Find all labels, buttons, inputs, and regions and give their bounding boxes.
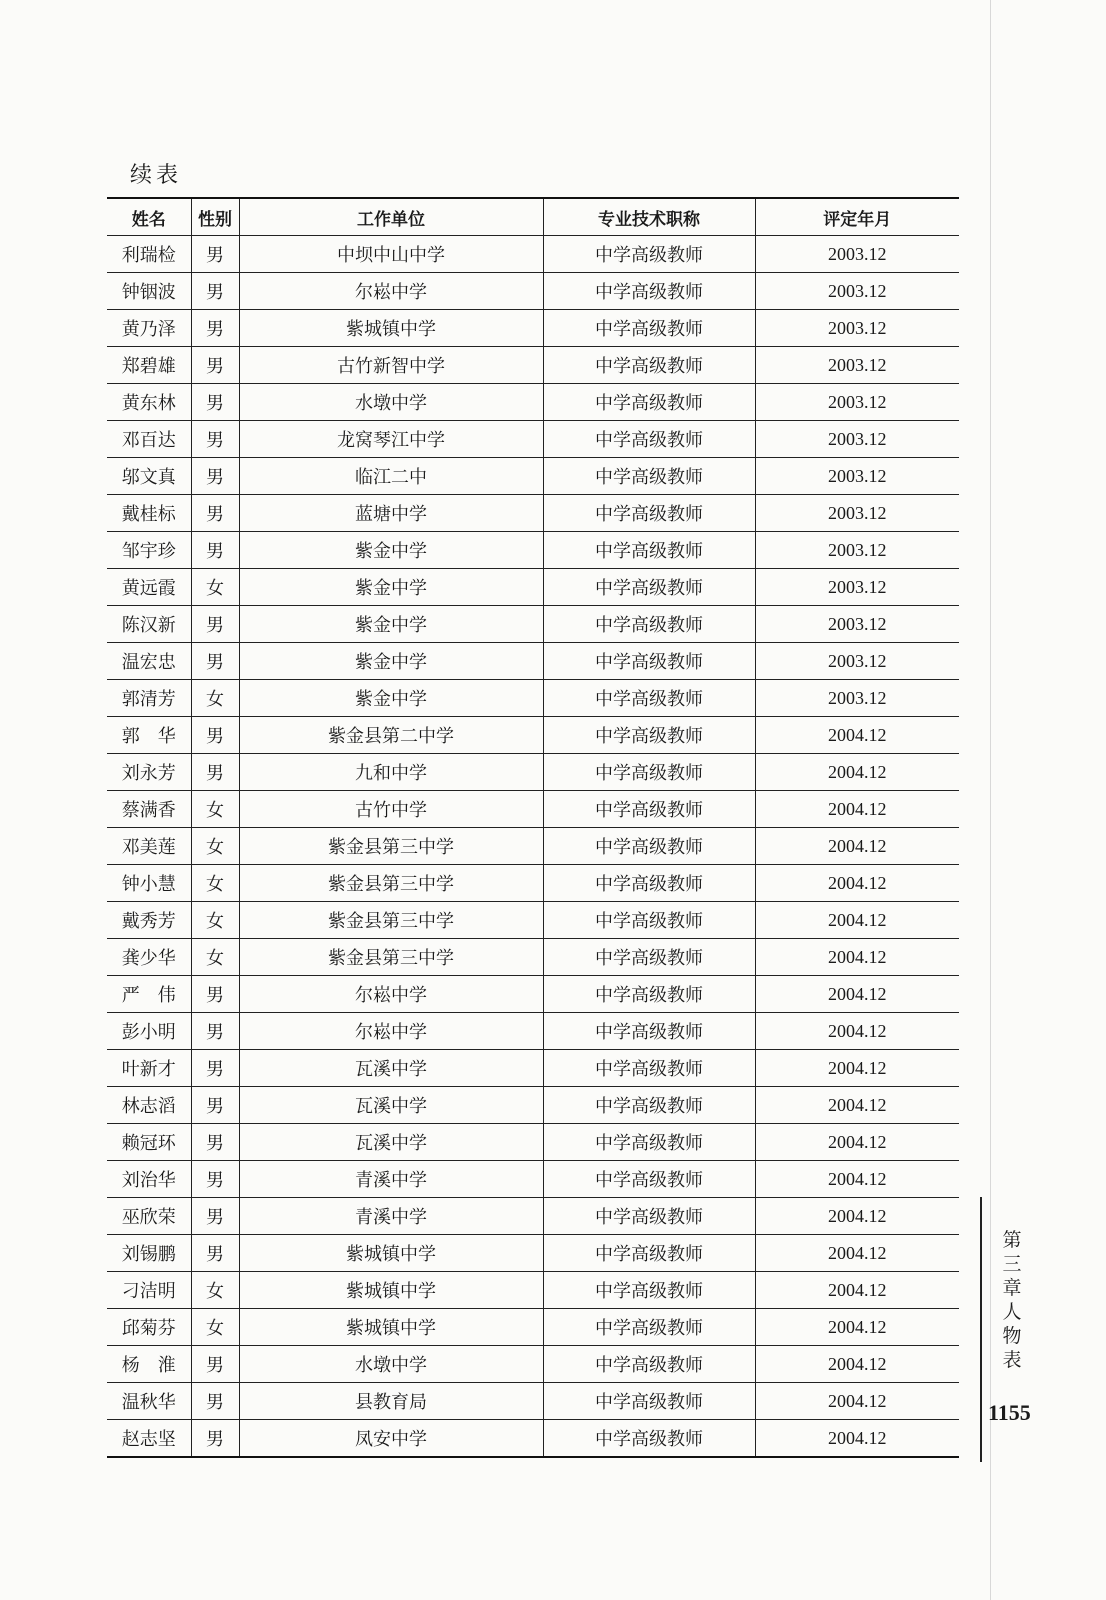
cell-gender: 男 (191, 1198, 239, 1235)
cell-workplace: 瓦溪中学 (239, 1124, 543, 1161)
cell-title: 中学高级教师 (543, 680, 755, 717)
cell-title: 中学高级教师 (543, 421, 755, 458)
table-row (107, 680, 959, 717)
cell-gender: 男 (191, 347, 239, 384)
binding-gutter-line (990, 0, 991, 1600)
cell-date: 2004.12 (755, 1235, 959, 1272)
cell-gender: 男 (191, 273, 239, 310)
cell-title: 中学高级教师 (543, 606, 755, 643)
cell-workplace: 紫金县第二中学 (239, 717, 543, 754)
cell-date: 2003.12 (755, 532, 959, 569)
cell-title: 中学高级教师 (543, 865, 755, 902)
cell-gender: 男 (191, 976, 239, 1013)
table-row (107, 643, 959, 680)
cell-name: 蔡满香 (107, 791, 191, 828)
cell-title: 中学高级教师 (543, 384, 755, 421)
cell-name: 邓百达 (107, 421, 191, 458)
chapter-side-title: 第三章 人物表 (1002, 1229, 1041, 1371)
cell-gender: 男 (191, 1346, 239, 1383)
cell-date: 2004.12 (755, 865, 959, 902)
cell-title: 中学高级教师 (543, 1124, 755, 1161)
cell-workplace: 紫城镇中学 (239, 310, 543, 347)
cell-workplace: 紫金中学 (239, 643, 543, 680)
cell-name: 邬文真 (107, 458, 191, 495)
cell-name: 巫欣荣 (107, 1198, 191, 1235)
table-caption: 续表 (130, 163, 183, 188)
cell-name: 黄乃泽 (107, 310, 191, 347)
cell-gender: 男 (191, 606, 239, 643)
cell-date: 2004.12 (755, 1383, 959, 1420)
cell-date: 2003.12 (755, 569, 959, 606)
cell-workplace: 紫金中学 (239, 532, 543, 569)
cell-name: 邱菊芬 (107, 1309, 191, 1346)
cell-title: 中学高级教师 (543, 1309, 755, 1346)
cell-title: 中学高级教师 (543, 1346, 755, 1383)
cell-workplace: 水墩中学 (239, 384, 543, 421)
cell-name: 陈汉新 (107, 606, 191, 643)
cell-workplace: 紫城镇中学 (239, 1309, 543, 1346)
table-row (107, 865, 959, 902)
cell-title: 中学高级教师 (543, 1087, 755, 1124)
cell-workplace: 青溪中学 (239, 1198, 543, 1235)
cell-title: 中学高级教师 (543, 828, 755, 865)
cell-title: 中学高级教师 (543, 976, 755, 1013)
cell-workplace: 古竹中学 (239, 791, 543, 828)
cell-workplace: 龙窝琴江中学 (239, 421, 543, 458)
cell-title: 中学高级教师 (543, 1383, 755, 1420)
table-body (107, 236, 959, 1458)
table-row (107, 1383, 959, 1420)
cell-gender: 女 (191, 680, 239, 717)
cell-name: 刘治华 (107, 1161, 191, 1198)
cell-title: 中学高级教师 (543, 1272, 755, 1309)
cell-gender: 男 (191, 1050, 239, 1087)
table-row (107, 384, 959, 421)
cell-workplace: 蓝塘中学 (239, 495, 543, 532)
cell-name: 彭小明 (107, 1013, 191, 1050)
cell-gender: 女 (191, 865, 239, 902)
cell-title: 中学高级教师 (543, 939, 755, 976)
table-row (107, 421, 959, 458)
column-header-name: 姓名 (107, 198, 191, 236)
cell-workplace: 中坝中山中学 (239, 236, 543, 273)
cell-name: 利瑞检 (107, 236, 191, 273)
cell-name: 钟小慧 (107, 865, 191, 902)
cell-workplace: 尔崧中学 (239, 273, 543, 310)
cell-date: 2004.12 (755, 939, 959, 976)
cell-name: 戴秀芳 (107, 902, 191, 939)
table-row (107, 606, 959, 643)
cell-gender: 男 (191, 384, 239, 421)
cell-name: 林志滔 (107, 1087, 191, 1124)
table-row (107, 791, 959, 828)
table-row (107, 717, 959, 754)
cell-name: 邓美莲 (107, 828, 191, 865)
cell-date: 2004.12 (755, 828, 959, 865)
cell-title: 中学高级教师 (543, 643, 755, 680)
table-row (107, 1161, 959, 1198)
cell-gender: 男 (191, 1383, 239, 1420)
cell-gender: 男 (191, 643, 239, 680)
cell-date: 2003.12 (755, 643, 959, 680)
cell-date: 2003.12 (755, 606, 959, 643)
table-row (107, 1346, 959, 1383)
cell-date: 2004.12 (755, 791, 959, 828)
cell-name: 郭清芳 (107, 680, 191, 717)
column-header-workplace: 工作单位 (239, 198, 543, 236)
column-header-date: 评定年月 (755, 198, 959, 236)
cell-date: 2003.12 (755, 458, 959, 495)
cell-title: 中学高级教师 (543, 717, 755, 754)
cell-date: 2003.12 (755, 310, 959, 347)
cell-date: 2004.12 (755, 1013, 959, 1050)
cell-name: 黄远霞 (107, 569, 191, 606)
cell-gender: 女 (191, 828, 239, 865)
cell-name: 黄东林 (107, 384, 191, 421)
cell-name: 叶新才 (107, 1050, 191, 1087)
cell-title: 中学高级教师 (543, 347, 755, 384)
cell-gender: 男 (191, 495, 239, 532)
cell-name: 钟铟波 (107, 273, 191, 310)
table-row (107, 1272, 959, 1309)
cell-date: 2003.12 (755, 495, 959, 532)
cell-name: 温宏忠 (107, 643, 191, 680)
cell-gender: 女 (191, 791, 239, 828)
cell-title: 中学高级教师 (543, 1161, 755, 1198)
table-row (107, 1087, 959, 1124)
cell-name: 温秋华 (107, 1383, 191, 1420)
cell-gender: 女 (191, 1272, 239, 1309)
cell-date: 2004.12 (755, 902, 959, 939)
teacher-title-table (107, 197, 959, 1458)
table-row (107, 1235, 959, 1272)
cell-date: 2004.12 (755, 1346, 959, 1383)
cell-date: 2004.12 (755, 717, 959, 754)
cell-title: 中学高级教师 (543, 236, 755, 273)
cell-workplace: 紫金县第三中学 (239, 828, 543, 865)
cell-gender: 女 (191, 569, 239, 606)
cell-title: 中学高级教师 (543, 902, 755, 939)
cell-date: 2004.12 (755, 1124, 959, 1161)
cell-name: 杨 淮 (107, 1346, 191, 1383)
column-header-gender: 性别 (191, 198, 239, 236)
cell-gender: 男 (191, 236, 239, 273)
cell-workplace: 九和中学 (239, 754, 543, 791)
cell-title: 中学高级教师 (543, 458, 755, 495)
cell-date: 2004.12 (755, 976, 959, 1013)
cell-gender: 女 (191, 939, 239, 976)
cell-title: 中学高级教师 (543, 532, 755, 569)
cell-date: 2004.12 (755, 754, 959, 791)
table-header-row (107, 198, 959, 236)
cell-title: 中学高级教师 (543, 495, 755, 532)
cell-date: 2004.12 (755, 1272, 959, 1309)
cell-date: 2004.12 (755, 1198, 959, 1235)
table-row (107, 458, 959, 495)
cell-date: 2004.12 (755, 1050, 959, 1087)
table-row (107, 828, 959, 865)
table-row (107, 754, 959, 791)
cell-date: 2004.12 (755, 1420, 959, 1458)
table-row (107, 1309, 959, 1346)
table-row (107, 1420, 959, 1458)
cell-gender: 男 (191, 310, 239, 347)
table-row (107, 1050, 959, 1087)
chapter-side-rule (980, 1197, 982, 1462)
cell-title: 中学高级教师 (543, 1235, 755, 1272)
table-row (107, 495, 959, 532)
cell-workplace: 瓦溪中学 (239, 1050, 543, 1087)
cell-workplace: 古竹新智中学 (239, 347, 543, 384)
table-row (107, 902, 959, 939)
cell-name: 刘永芳 (107, 754, 191, 791)
cell-gender: 女 (191, 1309, 239, 1346)
cell-name: 严 伟 (107, 976, 191, 1013)
cell-date: 2003.12 (755, 680, 959, 717)
cell-name: 赖冠环 (107, 1124, 191, 1161)
cell-name: 邹宇珍 (107, 532, 191, 569)
cell-title: 中学高级教师 (543, 754, 755, 791)
cell-gender: 男 (191, 421, 239, 458)
cell-workplace: 紫金县第三中学 (239, 902, 543, 939)
cell-workplace: 青溪中学 (239, 1161, 543, 1198)
cell-date: 2004.12 (755, 1087, 959, 1124)
cell-workplace: 尔崧中学 (239, 1013, 543, 1050)
cell-gender: 男 (191, 717, 239, 754)
cell-gender: 男 (191, 1161, 239, 1198)
table-row (107, 236, 959, 273)
cell-workplace: 紫金中学 (239, 606, 543, 643)
cell-gender: 男 (191, 754, 239, 791)
cell-workplace: 凤安中学 (239, 1420, 543, 1458)
cell-name: 郭 华 (107, 717, 191, 754)
cell-date: 2003.12 (755, 236, 959, 273)
cell-gender: 男 (191, 1087, 239, 1124)
cell-gender: 男 (191, 1124, 239, 1161)
table-row (107, 310, 959, 347)
page-number: 1155 (988, 1400, 1031, 1425)
table-row (107, 1124, 959, 1161)
cell-gender: 男 (191, 458, 239, 495)
cell-workplace: 县教育局 (239, 1383, 543, 1420)
cell-workplace: 紫城镇中学 (239, 1272, 543, 1309)
table-row (107, 569, 959, 606)
cell-date: 2003.12 (755, 347, 959, 384)
cell-workplace: 临江二中 (239, 458, 543, 495)
cell-name: 刘锡鹏 (107, 1235, 191, 1272)
cell-name: 龚少华 (107, 939, 191, 976)
cell-date: 2004.12 (755, 1161, 959, 1198)
cell-gender: 男 (191, 532, 239, 569)
cell-gender: 男 (191, 1235, 239, 1272)
cell-date: 2004.12 (755, 1309, 959, 1346)
cell-name: 赵志坚 (107, 1420, 191, 1458)
cell-workplace: 紫金县第三中学 (239, 865, 543, 902)
cell-title: 中学高级教师 (543, 273, 755, 310)
cell-title: 中学高级教师 (543, 791, 755, 828)
table-row (107, 1198, 959, 1235)
table-row (107, 273, 959, 310)
cell-gender: 女 (191, 902, 239, 939)
cell-workplace: 紫金中学 (239, 569, 543, 606)
cell-gender: 男 (191, 1013, 239, 1050)
cell-title: 中学高级教师 (543, 310, 755, 347)
column-header-title: 专业技术职称 (543, 198, 755, 236)
table-row (107, 347, 959, 384)
cell-title: 中学高级教师 (543, 1198, 755, 1235)
cell-date: 2003.12 (755, 421, 959, 458)
cell-date: 2003.12 (755, 273, 959, 310)
table-row (107, 939, 959, 976)
cell-title: 中学高级教师 (543, 1420, 755, 1458)
cell-workplace: 紫金县第三中学 (239, 939, 543, 976)
table-row (107, 976, 959, 1013)
cell-title: 中学高级教师 (543, 1050, 755, 1087)
cell-title: 中学高级教师 (543, 1013, 755, 1050)
table-row (107, 1013, 959, 1050)
cell-workplace: 紫金中学 (239, 680, 543, 717)
cell-workplace: 水墩中学 (239, 1346, 543, 1383)
cell-workplace: 紫城镇中学 (239, 1235, 543, 1272)
cell-workplace: 尔崧中学 (239, 976, 543, 1013)
table-row (107, 532, 959, 569)
cell-name: 刁洁明 (107, 1272, 191, 1309)
cell-gender: 男 (191, 1420, 239, 1458)
cell-workplace: 瓦溪中学 (239, 1087, 543, 1124)
cell-name: 戴桂标 (107, 495, 191, 532)
cell-title: 中学高级教师 (543, 569, 755, 606)
cell-name: 郑碧雄 (107, 347, 191, 384)
cell-date: 2003.12 (755, 384, 959, 421)
